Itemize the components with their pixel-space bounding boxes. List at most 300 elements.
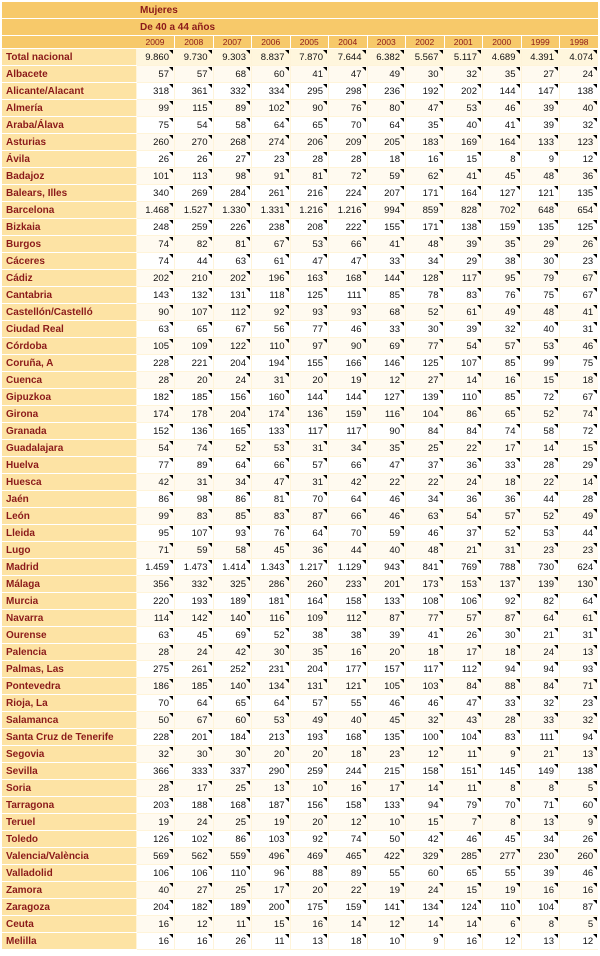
cell-note-marker-icon[interactable] bbox=[400, 832, 404, 836]
cell-note-marker-icon[interactable] bbox=[593, 798, 597, 802]
cell-note-marker-icon[interactable] bbox=[323, 237, 327, 241]
cell-note-marker-icon[interactable] bbox=[246, 594, 250, 598]
cell-note-marker-icon[interactable] bbox=[593, 339, 597, 343]
cell-note-marker-icon[interactable] bbox=[554, 186, 558, 190]
cell-note-marker-icon[interactable] bbox=[554, 390, 558, 394]
cell-note-marker-icon[interactable] bbox=[208, 917, 212, 921]
cell-note-marker-icon[interactable] bbox=[516, 407, 520, 411]
cell-note-marker-icon[interactable] bbox=[516, 237, 520, 241]
cell-note-marker-icon[interactable] bbox=[516, 611, 520, 615]
cell-note-marker-icon[interactable] bbox=[400, 237, 404, 241]
cell-note-marker-icon[interactable] bbox=[554, 781, 558, 785]
cell-note-marker-icon[interactable] bbox=[554, 356, 558, 360]
cell-note-marker-icon[interactable] bbox=[246, 492, 250, 496]
cell-note-marker-icon[interactable] bbox=[554, 866, 558, 870]
cell-note-marker-icon[interactable] bbox=[516, 356, 520, 360]
cell-note-marker-icon[interactable] bbox=[169, 305, 173, 309]
cell-note-marker-icon[interactable] bbox=[362, 339, 366, 343]
cell-note-marker-icon[interactable] bbox=[477, 713, 481, 717]
cell-note-marker-icon[interactable] bbox=[554, 713, 558, 717]
cell-note-marker-icon[interactable] bbox=[285, 628, 289, 632]
cell-note-marker-icon[interactable] bbox=[362, 254, 366, 258]
cell-note-marker-icon[interactable] bbox=[554, 322, 558, 326]
cell-note-marker-icon[interactable] bbox=[246, 934, 250, 938]
cell-note-marker-icon[interactable] bbox=[439, 492, 443, 496]
cell-note-marker-icon[interactable] bbox=[593, 917, 597, 921]
cell-note-marker-icon[interactable] bbox=[477, 424, 481, 428]
cell-note-marker-icon[interactable] bbox=[516, 747, 520, 751]
cell-note-marker-icon[interactable] bbox=[362, 883, 366, 887]
cell-note-marker-icon[interactable] bbox=[246, 883, 250, 887]
cell-note-marker-icon[interactable] bbox=[208, 747, 212, 751]
cell-note-marker-icon[interactable] bbox=[208, 118, 212, 122]
cell-note-marker-icon[interactable] bbox=[554, 917, 558, 921]
cell-note-marker-icon[interactable] bbox=[516, 696, 520, 700]
cell-note-marker-icon[interactable] bbox=[285, 203, 289, 207]
cell-note-marker-icon[interactable] bbox=[323, 271, 327, 275]
cell-note-marker-icon[interactable] bbox=[439, 560, 443, 564]
cell-note-marker-icon[interactable] bbox=[323, 866, 327, 870]
cell-note-marker-icon[interactable] bbox=[285, 373, 289, 377]
cell-note-marker-icon[interactable] bbox=[323, 917, 327, 921]
cell-note-marker-icon[interactable] bbox=[246, 662, 250, 666]
cell-note-marker-icon[interactable] bbox=[362, 628, 366, 632]
cell-note-marker-icon[interactable] bbox=[169, 662, 173, 666]
cell-note-marker-icon[interactable] bbox=[400, 339, 404, 343]
cell-note-marker-icon[interactable] bbox=[362, 169, 366, 173]
cell-note-marker-icon[interactable] bbox=[439, 288, 443, 292]
cell-note-marker-icon[interactable] bbox=[323, 373, 327, 377]
cell-note-marker-icon[interactable] bbox=[285, 798, 289, 802]
cell-note-marker-icon[interactable] bbox=[285, 135, 289, 139]
cell-note-marker-icon[interactable] bbox=[477, 152, 481, 156]
cell-note-marker-icon[interactable] bbox=[593, 475, 597, 479]
cell-note-marker-icon[interactable] bbox=[554, 424, 558, 428]
cell-note-marker-icon[interactable] bbox=[593, 441, 597, 445]
cell-note-marker-icon[interactable] bbox=[208, 50, 212, 54]
cell-note-marker-icon[interactable] bbox=[246, 747, 250, 751]
cell-note-marker-icon[interactable] bbox=[400, 84, 404, 88]
cell-note-marker-icon[interactable] bbox=[285, 84, 289, 88]
cell-note-marker-icon[interactable] bbox=[323, 526, 327, 530]
cell-note-marker-icon[interactable] bbox=[477, 254, 481, 258]
cell-note-marker-icon[interactable] bbox=[439, 832, 443, 836]
cell-note-marker-icon[interactable] bbox=[439, 305, 443, 309]
cell-note-marker-icon[interactable] bbox=[323, 339, 327, 343]
cell-note-marker-icon[interactable] bbox=[285, 883, 289, 887]
cell-note-marker-icon[interactable] bbox=[362, 475, 366, 479]
cell-note-marker-icon[interactable] bbox=[593, 237, 597, 241]
cell-note-marker-icon[interactable] bbox=[285, 866, 289, 870]
cell-note-marker-icon[interactable] bbox=[169, 781, 173, 785]
cell-note-marker-icon[interactable] bbox=[439, 152, 443, 156]
cell-note-marker-icon[interactable] bbox=[516, 322, 520, 326]
cell-note-marker-icon[interactable] bbox=[323, 254, 327, 258]
cell-note-marker-icon[interactable] bbox=[400, 305, 404, 309]
cell-note-marker-icon[interactable] bbox=[285, 730, 289, 734]
cell-note-marker-icon[interactable] bbox=[554, 611, 558, 615]
cell-note-marker-icon[interactable] bbox=[362, 118, 366, 122]
cell-note-marker-icon[interactable] bbox=[593, 271, 597, 275]
cell-note-marker-icon[interactable] bbox=[246, 917, 250, 921]
cell-note-marker-icon[interactable] bbox=[323, 288, 327, 292]
cell-note-marker-icon[interactable] bbox=[554, 696, 558, 700]
cell-note-marker-icon[interactable] bbox=[477, 934, 481, 938]
cell-note-marker-icon[interactable] bbox=[169, 186, 173, 190]
cell-note-marker-icon[interactable] bbox=[246, 203, 250, 207]
cell-note-marker-icon[interactable] bbox=[439, 118, 443, 122]
cell-note-marker-icon[interactable] bbox=[554, 492, 558, 496]
cell-note-marker-icon[interactable] bbox=[323, 883, 327, 887]
cell-note-marker-icon[interactable] bbox=[246, 730, 250, 734]
cell-note-marker-icon[interactable] bbox=[516, 781, 520, 785]
cell-note-marker-icon[interactable] bbox=[554, 203, 558, 207]
cell-note-marker-icon[interactable] bbox=[400, 526, 404, 530]
cell-note-marker-icon[interactable] bbox=[246, 220, 250, 224]
cell-note-marker-icon[interactable] bbox=[169, 118, 173, 122]
cell-note-marker-icon[interactable] bbox=[169, 798, 173, 802]
cell-note-marker-icon[interactable] bbox=[400, 186, 404, 190]
cell-note-marker-icon[interactable] bbox=[169, 50, 173, 54]
cell-note-marker-icon[interactable] bbox=[169, 84, 173, 88]
cell-note-marker-icon[interactable] bbox=[323, 441, 327, 445]
cell-note-marker-icon[interactable] bbox=[554, 67, 558, 71]
cell-note-marker-icon[interactable] bbox=[400, 135, 404, 139]
cell-note-marker-icon[interactable] bbox=[169, 645, 173, 649]
cell-note-marker-icon[interactable] bbox=[208, 101, 212, 105]
cell-note-marker-icon[interactable] bbox=[593, 458, 597, 462]
cell-note-marker-icon[interactable] bbox=[439, 747, 443, 751]
cell-note-marker-icon[interactable] bbox=[554, 543, 558, 547]
cell-note-marker-icon[interactable] bbox=[400, 220, 404, 224]
cell-note-marker-icon[interactable] bbox=[477, 730, 481, 734]
cell-note-marker-icon[interactable] bbox=[208, 254, 212, 258]
cell-note-marker-icon[interactable] bbox=[554, 407, 558, 411]
cell-note-marker-icon[interactable] bbox=[439, 628, 443, 632]
cell-note-marker-icon[interactable] bbox=[439, 458, 443, 462]
cell-note-marker-icon[interactable] bbox=[285, 322, 289, 326]
cell-note-marker-icon[interactable] bbox=[400, 169, 404, 173]
cell-note-marker-icon[interactable] bbox=[593, 730, 597, 734]
cell-note-marker-icon[interactable] bbox=[439, 866, 443, 870]
cell-note-marker-icon[interactable] bbox=[246, 441, 250, 445]
cell-note-marker-icon[interactable] bbox=[400, 441, 404, 445]
cell-note-marker-icon[interactable] bbox=[285, 934, 289, 938]
cell-note-marker-icon[interactable] bbox=[593, 50, 597, 54]
cell-note-marker-icon[interactable] bbox=[439, 254, 443, 258]
cell-note-marker-icon[interactable] bbox=[208, 696, 212, 700]
cell-note-marker-icon[interactable] bbox=[516, 50, 520, 54]
cell-note-marker-icon[interactable] bbox=[208, 798, 212, 802]
cell-note-marker-icon[interactable] bbox=[246, 611, 250, 615]
cell-note-marker-icon[interactable] bbox=[323, 662, 327, 666]
cell-note-marker-icon[interactable] bbox=[477, 543, 481, 547]
cell-note-marker-icon[interactable] bbox=[362, 492, 366, 496]
cell-note-marker-icon[interactable] bbox=[323, 118, 327, 122]
cell-note-marker-icon[interactable] bbox=[516, 288, 520, 292]
cell-note-marker-icon[interactable] bbox=[362, 67, 366, 71]
cell-note-marker-icon[interactable] bbox=[323, 611, 327, 615]
cell-note-marker-icon[interactable] bbox=[477, 203, 481, 207]
cell-note-marker-icon[interactable] bbox=[323, 628, 327, 632]
cell-note-marker-icon[interactable] bbox=[208, 594, 212, 598]
cell-note-marker-icon[interactable] bbox=[246, 254, 250, 258]
cell-note-marker-icon[interactable] bbox=[362, 271, 366, 275]
cell-note-marker-icon[interactable] bbox=[400, 917, 404, 921]
cell-note-marker-icon[interactable] bbox=[477, 628, 481, 632]
cell-note-marker-icon[interactable] bbox=[439, 203, 443, 207]
cell-note-marker-icon[interactable] bbox=[246, 509, 250, 513]
cell-note-marker-icon[interactable] bbox=[246, 560, 250, 564]
cell-note-marker-icon[interactable] bbox=[285, 594, 289, 598]
cell-note-marker-icon[interactable] bbox=[208, 934, 212, 938]
cell-note-marker-icon[interactable] bbox=[554, 526, 558, 530]
cell-note-marker-icon[interactable] bbox=[439, 339, 443, 343]
cell-note-marker-icon[interactable] bbox=[169, 560, 173, 564]
cell-note-marker-icon[interactable] bbox=[593, 492, 597, 496]
cell-note-marker-icon[interactable] bbox=[208, 237, 212, 241]
cell-note-marker-icon[interactable] bbox=[323, 696, 327, 700]
cell-note-marker-icon[interactable] bbox=[169, 611, 173, 615]
cell-note-marker-icon[interactable] bbox=[285, 645, 289, 649]
cell-note-marker-icon[interactable] bbox=[477, 526, 481, 530]
cell-note-marker-icon[interactable] bbox=[323, 135, 327, 139]
cell-note-marker-icon[interactable] bbox=[285, 237, 289, 241]
cell-note-marker-icon[interactable] bbox=[323, 679, 327, 683]
cell-note-marker-icon[interactable] bbox=[362, 407, 366, 411]
cell-note-marker-icon[interactable] bbox=[208, 832, 212, 836]
cell-note-marker-icon[interactable] bbox=[285, 424, 289, 428]
cell-note-marker-icon[interactable] bbox=[362, 373, 366, 377]
cell-note-marker-icon[interactable] bbox=[285, 526, 289, 530]
cell-note-marker-icon[interactable] bbox=[169, 679, 173, 683]
cell-note-marker-icon[interactable] bbox=[208, 526, 212, 530]
cell-note-marker-icon[interactable] bbox=[169, 764, 173, 768]
cell-note-marker-icon[interactable] bbox=[362, 509, 366, 513]
cell-note-marker-icon[interactable] bbox=[285, 900, 289, 904]
cell-note-marker-icon[interactable] bbox=[400, 152, 404, 156]
cell-note-marker-icon[interactable] bbox=[400, 934, 404, 938]
cell-note-marker-icon[interactable] bbox=[439, 475, 443, 479]
cell-note-marker-icon[interactable] bbox=[593, 526, 597, 530]
cell-note-marker-icon[interactable] bbox=[285, 849, 289, 853]
cell-note-marker-icon[interactable] bbox=[593, 832, 597, 836]
cell-note-marker-icon[interactable] bbox=[362, 220, 366, 224]
cell-note-marker-icon[interactable] bbox=[285, 917, 289, 921]
cell-note-marker-icon[interactable] bbox=[477, 917, 481, 921]
cell-note-marker-icon[interactable] bbox=[323, 560, 327, 564]
cell-note-marker-icon[interactable] bbox=[208, 679, 212, 683]
cell-note-marker-icon[interactable] bbox=[285, 118, 289, 122]
cell-note-marker-icon[interactable] bbox=[246, 169, 250, 173]
cell-note-marker-icon[interactable] bbox=[362, 203, 366, 207]
cell-note-marker-icon[interactable] bbox=[554, 815, 558, 819]
cell-note-marker-icon[interactable] bbox=[516, 526, 520, 530]
cell-note-marker-icon[interactable] bbox=[516, 492, 520, 496]
cell-note-marker-icon[interactable] bbox=[208, 713, 212, 717]
cell-note-marker-icon[interactable] bbox=[593, 254, 597, 258]
cell-note-marker-icon[interactable] bbox=[246, 645, 250, 649]
cell-note-marker-icon[interactable] bbox=[477, 900, 481, 904]
cell-note-marker-icon[interactable] bbox=[554, 458, 558, 462]
cell-note-marker-icon[interactable] bbox=[323, 305, 327, 309]
cell-note-marker-icon[interactable] bbox=[593, 628, 597, 632]
cell-note-marker-icon[interactable] bbox=[285, 254, 289, 258]
cell-note-marker-icon[interactable] bbox=[400, 560, 404, 564]
cell-note-marker-icon[interactable] bbox=[477, 441, 481, 445]
cell-note-marker-icon[interactable] bbox=[246, 356, 250, 360]
cell-note-marker-icon[interactable] bbox=[554, 237, 558, 241]
cell-note-marker-icon[interactable] bbox=[169, 713, 173, 717]
cell-note-marker-icon[interactable] bbox=[516, 118, 520, 122]
cell-note-marker-icon[interactable] bbox=[593, 305, 597, 309]
cell-note-marker-icon[interactable] bbox=[362, 934, 366, 938]
cell-note-marker-icon[interactable] bbox=[554, 84, 558, 88]
cell-note-marker-icon[interactable] bbox=[169, 747, 173, 751]
cell-note-marker-icon[interactable] bbox=[554, 135, 558, 139]
cell-note-marker-icon[interactable] bbox=[323, 594, 327, 598]
cell-note-marker-icon[interactable] bbox=[323, 764, 327, 768]
cell-note-marker-icon[interactable] bbox=[554, 747, 558, 751]
cell-note-marker-icon[interactable] bbox=[246, 696, 250, 700]
cell-note-marker-icon[interactable] bbox=[323, 781, 327, 785]
cell-note-marker-icon[interactable] bbox=[477, 101, 481, 105]
cell-note-marker-icon[interactable] bbox=[593, 169, 597, 173]
cell-note-marker-icon[interactable] bbox=[323, 543, 327, 547]
cell-note-marker-icon[interactable] bbox=[169, 696, 173, 700]
cell-note-marker-icon[interactable] bbox=[169, 203, 173, 207]
cell-note-marker-icon[interactable] bbox=[208, 339, 212, 343]
cell-note-marker-icon[interactable] bbox=[554, 934, 558, 938]
cell-note-marker-icon[interactable] bbox=[593, 866, 597, 870]
cell-note-marker-icon[interactable] bbox=[400, 645, 404, 649]
cell-note-marker-icon[interactable] bbox=[477, 186, 481, 190]
cell-note-marker-icon[interactable] bbox=[516, 373, 520, 377]
cell-note-marker-icon[interactable] bbox=[285, 305, 289, 309]
cell-note-marker-icon[interactable] bbox=[477, 883, 481, 887]
cell-note-marker-icon[interactable] bbox=[169, 526, 173, 530]
cell-note-marker-icon[interactable] bbox=[323, 220, 327, 224]
cell-note-marker-icon[interactable] bbox=[554, 50, 558, 54]
cell-note-marker-icon[interactable] bbox=[362, 424, 366, 428]
cell-note-marker-icon[interactable] bbox=[246, 713, 250, 717]
cell-note-marker-icon[interactable] bbox=[516, 560, 520, 564]
cell-note-marker-icon[interactable] bbox=[323, 577, 327, 581]
cell-note-marker-icon[interactable] bbox=[516, 594, 520, 598]
cell-note-marker-icon[interactable] bbox=[439, 322, 443, 326]
cell-note-marker-icon[interactable] bbox=[400, 781, 404, 785]
cell-note-marker-icon[interactable] bbox=[477, 815, 481, 819]
cell-note-marker-icon[interactable] bbox=[516, 883, 520, 887]
cell-note-marker-icon[interactable] bbox=[285, 509, 289, 513]
cell-note-marker-icon[interactable] bbox=[323, 390, 327, 394]
cell-note-marker-icon[interactable] bbox=[593, 594, 597, 598]
cell-note-marker-icon[interactable] bbox=[477, 356, 481, 360]
cell-note-marker-icon[interactable] bbox=[362, 849, 366, 853]
cell-note-marker-icon[interactable] bbox=[169, 934, 173, 938]
cell-note-marker-icon[interactable] bbox=[323, 424, 327, 428]
cell-note-marker-icon[interactable] bbox=[323, 900, 327, 904]
cell-note-marker-icon[interactable] bbox=[169, 424, 173, 428]
cell-note-marker-icon[interactable] bbox=[400, 203, 404, 207]
cell-note-marker-icon[interactable] bbox=[593, 713, 597, 717]
cell-note-marker-icon[interactable] bbox=[516, 815, 520, 819]
cell-note-marker-icon[interactable] bbox=[439, 781, 443, 785]
cell-note-marker-icon[interactable] bbox=[439, 441, 443, 445]
cell-note-marker-icon[interactable] bbox=[208, 492, 212, 496]
cell-note-marker-icon[interactable] bbox=[285, 356, 289, 360]
cell-note-marker-icon[interactable] bbox=[439, 696, 443, 700]
cell-note-marker-icon[interactable] bbox=[439, 373, 443, 377]
cell-note-marker-icon[interactable] bbox=[362, 135, 366, 139]
cell-note-marker-icon[interactable] bbox=[477, 492, 481, 496]
cell-note-marker-icon[interactable] bbox=[246, 84, 250, 88]
cell-note-marker-icon[interactable] bbox=[439, 509, 443, 513]
cell-note-marker-icon[interactable] bbox=[208, 424, 212, 428]
cell-note-marker-icon[interactable] bbox=[400, 747, 404, 751]
cell-note-marker-icon[interactable] bbox=[477, 339, 481, 343]
cell-note-marker-icon[interactable] bbox=[516, 458, 520, 462]
cell-note-marker-icon[interactable] bbox=[593, 883, 597, 887]
cell-note-marker-icon[interactable] bbox=[169, 373, 173, 377]
cell-note-marker-icon[interactable] bbox=[516, 152, 520, 156]
cell-note-marker-icon[interactable] bbox=[323, 730, 327, 734]
cell-note-marker-icon[interactable] bbox=[593, 900, 597, 904]
cell-note-marker-icon[interactable] bbox=[516, 475, 520, 479]
cell-note-marker-icon[interactable] bbox=[477, 220, 481, 224]
cell-note-marker-icon[interactable] bbox=[323, 186, 327, 190]
cell-note-marker-icon[interactable] bbox=[439, 67, 443, 71]
cell-note-marker-icon[interactable] bbox=[477, 509, 481, 513]
cell-note-marker-icon[interactable] bbox=[208, 628, 212, 632]
cell-note-marker-icon[interactable] bbox=[246, 424, 250, 428]
cell-note-marker-icon[interactable] bbox=[362, 458, 366, 462]
cell-note-marker-icon[interactable] bbox=[516, 645, 520, 649]
cell-note-marker-icon[interactable] bbox=[400, 475, 404, 479]
cell-note-marker-icon[interactable] bbox=[554, 798, 558, 802]
cell-note-marker-icon[interactable] bbox=[400, 458, 404, 462]
cell-note-marker-icon[interactable] bbox=[246, 118, 250, 122]
cell-note-marker-icon[interactable] bbox=[246, 101, 250, 105]
cell-note-marker-icon[interactable] bbox=[246, 628, 250, 632]
cell-note-marker-icon[interactable] bbox=[362, 560, 366, 564]
cell-note-marker-icon[interactable] bbox=[285, 662, 289, 666]
cell-note-marker-icon[interactable] bbox=[400, 492, 404, 496]
cell-note-marker-icon[interactable] bbox=[246, 577, 250, 581]
cell-note-marker-icon[interactable] bbox=[169, 407, 173, 411]
cell-note-marker-icon[interactable] bbox=[400, 373, 404, 377]
cell-note-marker-icon[interactable] bbox=[285, 577, 289, 581]
cell-note-marker-icon[interactable] bbox=[593, 543, 597, 547]
cell-note-marker-icon[interactable] bbox=[439, 407, 443, 411]
cell-note-marker-icon[interactable] bbox=[208, 662, 212, 666]
cell-note-marker-icon[interactable] bbox=[246, 305, 250, 309]
cell-note-marker-icon[interactable] bbox=[477, 373, 481, 377]
cell-note-marker-icon[interactable] bbox=[285, 560, 289, 564]
cell-note-marker-icon[interactable] bbox=[477, 390, 481, 394]
cell-note-marker-icon[interactable] bbox=[554, 645, 558, 649]
cell-note-marker-icon[interactable] bbox=[439, 271, 443, 275]
cell-note-marker-icon[interactable] bbox=[554, 849, 558, 853]
cell-note-marker-icon[interactable] bbox=[169, 815, 173, 819]
cell-note-marker-icon[interactable] bbox=[169, 169, 173, 173]
cell-note-marker-icon[interactable] bbox=[516, 934, 520, 938]
cell-note-marker-icon[interactable] bbox=[208, 271, 212, 275]
cell-note-marker-icon[interactable] bbox=[169, 730, 173, 734]
cell-note-marker-icon[interactable] bbox=[246, 186, 250, 190]
cell-note-marker-icon[interactable] bbox=[169, 271, 173, 275]
cell-note-marker-icon[interactable] bbox=[477, 322, 481, 326]
